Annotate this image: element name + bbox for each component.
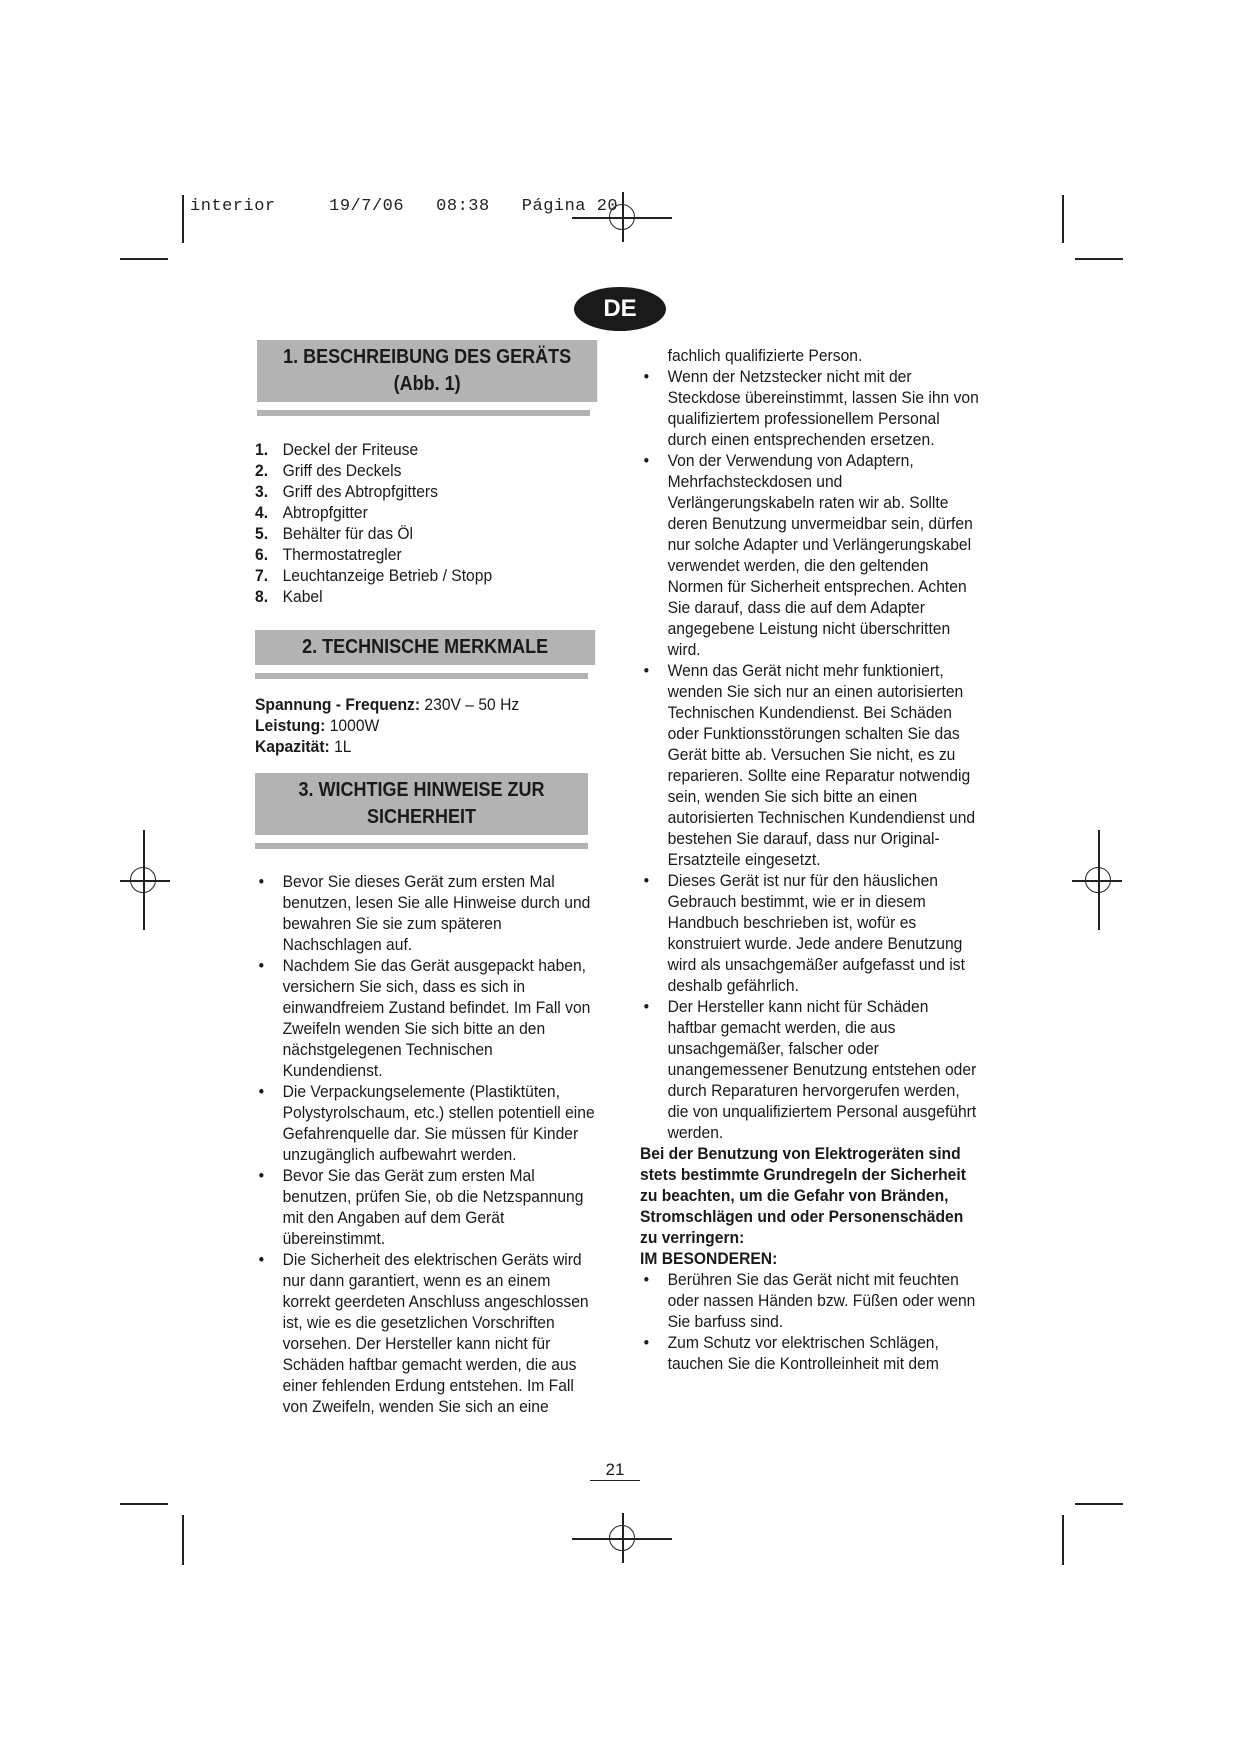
crop-mark: [1062, 195, 1064, 243]
section-rule: [255, 673, 588, 679]
spec-capacity: Kapazität: 1L: [255, 737, 352, 756]
section-title: 2. TECHNISCHE MERKMALE: [255, 630, 595, 665]
list-item: • Berühren Sie das Gerät nicht mit feuchten oder nassen Händen bzw. Füßen oder wenn Sie barfuss sind.: [643, 1270, 976, 1331]
list-item: 8. Kabel: [255, 587, 323, 606]
right-column: [640, 345, 980, 1374]
registration-mark-icon: [1072, 830, 1122, 930]
safety-list-left: [255, 871, 595, 1417]
crop-mark: [1062, 1515, 1064, 1565]
list-item: 5. Behälter für das Öl: [255, 524, 414, 543]
list-item: • Nachdem Sie das Gerät ausgepackt haben, versichern Sie sich, dass es sich in einwandfreiem Zustand befindet. Im Fall von Zweifeln wenden Sie sich bitte an den nächstgelegenen Technischen Kundendienst.: [258, 956, 591, 1080]
section-1-header: [255, 340, 595, 416]
crop-mark: [182, 1515, 184, 1565]
list-item: 4. Abtropfgitter: [255, 503, 368, 522]
slug-doc: interior: [190, 197, 276, 216]
specs: [255, 694, 595, 757]
slug-date: 19/7/06: [329, 197, 405, 216]
list-item: • Bevor Sie das Gerät zum ersten Mal benutzen, prüfen Sie, ob die Netzspannung mit den Angaben auf dem Gerät übereinstimmt.: [258, 1166, 584, 1248]
safety-list-right: [640, 345, 980, 1374]
spec-voltage: Spannung - Frequenz: 230V – 50 Hz: [255, 695, 520, 714]
list-item: • Bevor Sie dieses Gerät zum ersten Mal benutzen, lesen Sie alle Hinweise durch und bewahren Sie sie zum späteren Nachschlagen auf.: [258, 872, 591, 954]
section-title: 3. WICHTIGE HINWEISE ZUR SICHERHEIT: [255, 773, 588, 835]
list-item: • Der Hersteller kann nicht für Schäden haftbar gemacht werden, die aus unsachgemäßer, falscher oder unangemessener Benutzung entstehen oder durch Reparaturen hervorgerufen werden, die von unqualifiziertem Personal ausgeführt werden.: [643, 997, 977, 1142]
page-number: 21: [590, 1460, 640, 1481]
crop-mark: [182, 195, 184, 243]
list-item: • Dieses Gerät ist nur für den häuslichen Gebrauch bestimmt, wie er in diesem Handbuch beschrieben ist, wofür es konstruiert wurde. Jede andere Benutzung wird als unsachgemäßer aufgefasst und ist deshalb gefährlich.: [643, 871, 965, 995]
crop-mark: [120, 258, 168, 260]
list-item: 2. Griff des Deckels: [255, 461, 402, 480]
section-rule: [257, 410, 590, 416]
section-2-header: [255, 630, 595, 679]
continuation-text: fachlich qualifizierte Person.: [667, 346, 863, 365]
bold-subheading: IM BESONDEREN:: [640, 1249, 778, 1268]
list-item: • Die Verpackungselemente (Plastiktüten, Polystyrolschaum, etc.) stellen potentiell eine Gefahrenquelle dar. Sie müssen für Kinder unzugänglich aufbewahrt werden.: [258, 1082, 595, 1164]
list-item: 7. Leuchtanzeige Betrieb / Stopp: [255, 566, 493, 585]
bold-note: Bei der Benutzung von Elektrogeräten sind stets bestimmte Grundregeln der Sicherheit zu beachten, um die Gefahr von Bränden, Stromschlägen und oder Personenschäden zu verringern:: [640, 1144, 966, 1247]
crop-mark: [1075, 258, 1123, 260]
section-title: 1. BESCHREIBUNG DES GERÄTS (Abb. 1): [257, 340, 597, 402]
registration-mark-icon: [120, 830, 170, 930]
language-badge: DE: [574, 287, 666, 331]
list-item: • Wenn der Netzstecker nicht mit der Steckdose übereinstimmt, lassen Sie ihn von qualifiziertem professionellem Personal durch einen entsprechenden ersetzen.: [643, 367, 979, 449]
parts-list: [255, 439, 595, 607]
left-column: [255, 340, 595, 1417]
crop-mark: [120, 1503, 168, 1505]
list-item: 6. Thermostatregler: [255, 545, 402, 564]
registration-mark-icon: [572, 192, 672, 242]
list-item: • Wenn das Gerät nicht mehr funktioniert, wenden Sie sich nur an einen autorisierten Technischen Kundendienst. Bei Schäden oder Funktionsstörungen schalten Sie das Gerät bitte ab. Versuchen Sie nicht, es zu reparieren. Sollte eine Reparatur notwendig sein, wenden Sie sich bitte an einen autorisierten Technischen Kundendienst und bestehen Sie darauf, dass nur Original-Ersatzteile eingesetzt.: [643, 661, 976, 869]
slug-time: 08:38: [436, 197, 490, 216]
spec-power: Leistung: 1000W: [255, 716, 380, 735]
list-item: • Zum Schutz vor elektrischen Schlägen, tauchen Sie die Kontrolleinheit mit dem: [643, 1333, 939, 1373]
printer-slug: [190, 197, 618, 216]
list-item: 1. Deckel der Friteuse: [255, 440, 419, 459]
list-item: • Die Sicherheit des elektrischen Geräts wird nur dann garantiert, wenn es an einem korrekt geerdeten Anschluss angeschlossen ist, wie es die gesetzlichen Vorschriften vorsehen. Der Hersteller kann nicht für Schäden haftbar gemacht werden, die aus einer fehlenden Erdung entstehen. Im Fall von Zweifeln, wenden Sie sich an eine: [258, 1250, 589, 1416]
list-item: • Von der Verwendung von Adaptern, Mehrfachsteckdosen und Verlängerungskabeln raten wir ab. Sollte deren Benutzung unvermeidbar sein, dürfen nur solche Adapter und Verlängerungskabel verwendet werden, die den geltenden Normen für Sicherheit entsprechen. Achten Sie darauf, dass die auf dem Adapter angegebene Leistung nicht überschritten wird.: [643, 451, 973, 659]
section-3-header: [255, 773, 595, 849]
crop-mark: [1075, 1503, 1123, 1505]
slug-page: Página 20: [521, 197, 619, 216]
list-item: 3. Griff des Abtropfgitters: [255, 482, 438, 501]
section-rule: [255, 843, 588, 849]
registration-mark-icon: [572, 1513, 672, 1563]
